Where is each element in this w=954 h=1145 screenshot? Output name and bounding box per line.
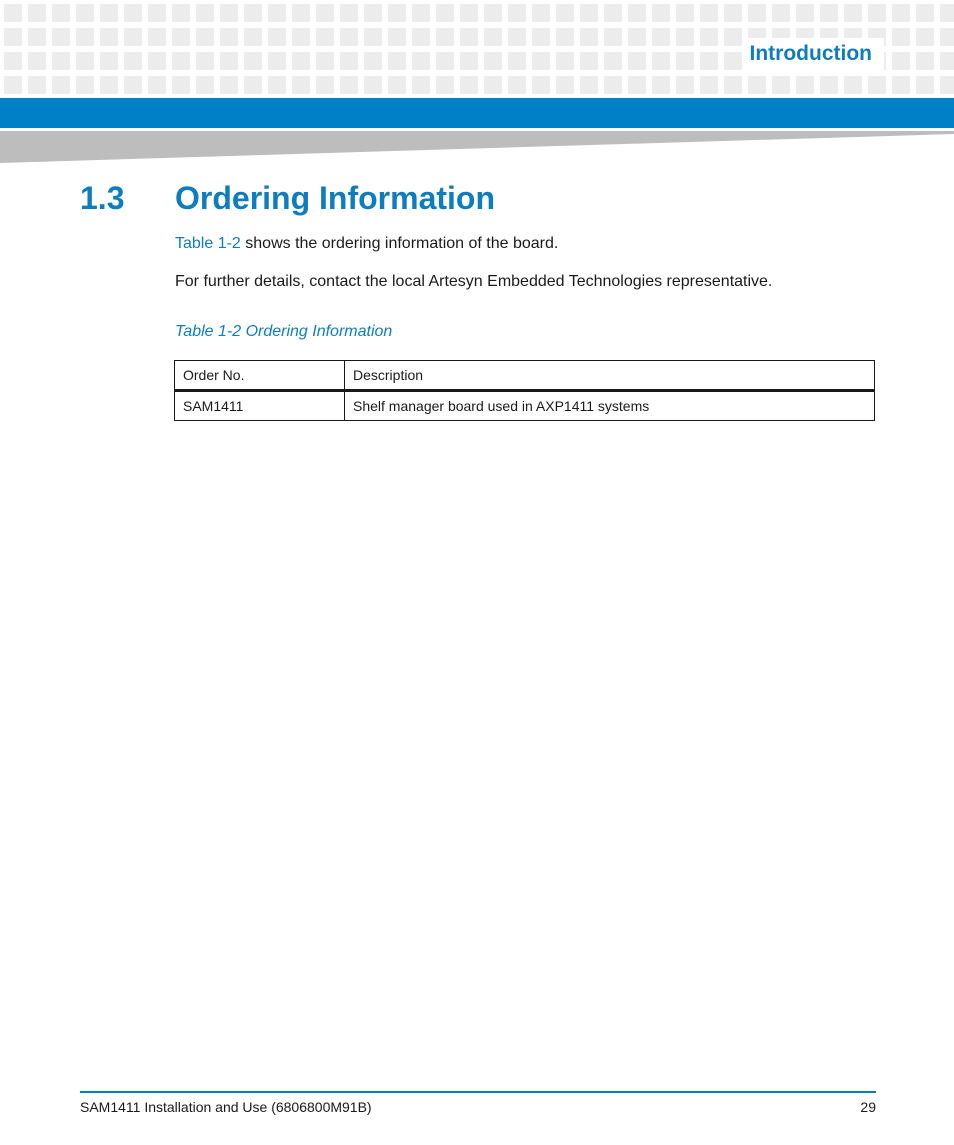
intro-paragraph xyxy=(175,235,558,253)
column-header-description: Description xyxy=(345,361,875,391)
table-header-row xyxy=(175,361,875,391)
column-header-order-no: Order No. xyxy=(175,361,345,391)
header-grey-wedge xyxy=(0,131,954,163)
section-number: 1.3 xyxy=(80,180,125,216)
footer-rule xyxy=(80,1091,876,1093)
section-heading xyxy=(80,180,495,217)
cell-description: Shelf manager board used in AXP1411 systems xyxy=(345,391,875,421)
chapter-title: Introduction xyxy=(749,42,872,65)
section-title: Ordering Information xyxy=(175,180,495,216)
table-row xyxy=(175,391,875,421)
header-blue-bar xyxy=(0,98,954,128)
ordering-table xyxy=(174,360,875,421)
table-reference-link[interactable]: Table 1-2 xyxy=(175,235,241,252)
footer-document-title: SAM1411 Installation and Use (6806800M91B) xyxy=(80,1099,372,1115)
intro-paragraph-text: shows the ordering information of the board. xyxy=(240,235,559,252)
footer-page-number: 29 xyxy=(860,1099,876,1115)
contact-paragraph: For further details, contact the local Artesyn Embedded Technologies representative. xyxy=(175,273,773,290)
cell-order-no: SAM1411 xyxy=(175,391,345,421)
table-caption: Table 1-2 Ordering Information xyxy=(175,323,393,340)
